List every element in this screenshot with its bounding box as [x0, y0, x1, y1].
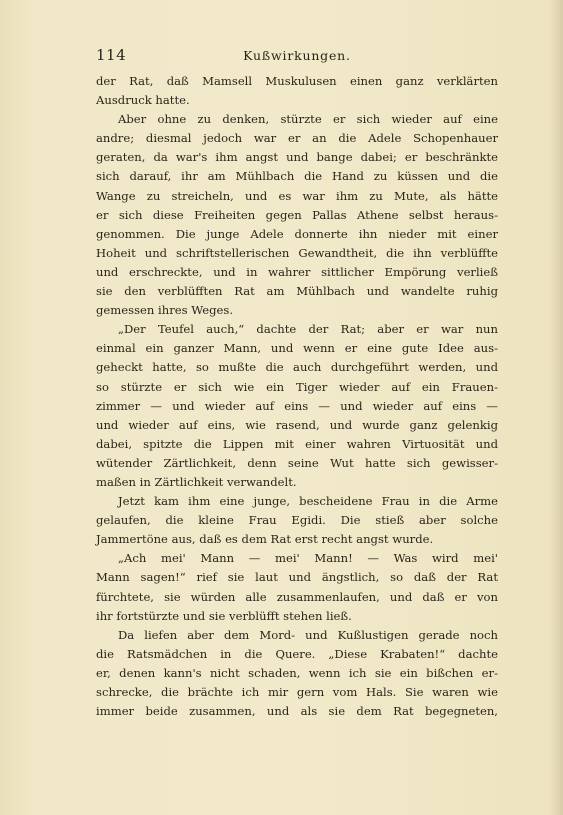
text-line: maßen in Zärtlichkeit verwandelt. — [96, 474, 297, 489]
text-line: wütender Zärtlichkeit, denn seine Wut hatte sich gewisser- — [96, 455, 498, 470]
text-line: Mann sagen!“ rief sie laut und ängstlich, so daß der Rat — [96, 570, 498, 585]
text-line: so stürzte er sich wie ein Tiger wieder auf ein Frauen- — [96, 379, 498, 394]
text-line: er, denen kann's nicht schaden, wenn ich sie ein bißchen er- — [96, 665, 498, 680]
text-line: andre; diesmal jedoch war er an die Adele Schopenhauer — [96, 131, 498, 146]
text-line: schrecke, die brächte ich mir gern vom Hals. Sie waren wie — [96, 685, 498, 699]
text-line: Jammertöne aus, daß es dem Rat erst recht angst wurde. — [96, 532, 434, 547]
text-line: „Ach mei' Mann — mei' Mann! — Was wird mei' — [118, 551, 498, 566]
text-line: Ausdruck hatte. — [96, 93, 190, 108]
text-line: die Ratsmädchen in die Quere. „Diese Krabaten!“ dachte — [96, 646, 498, 661]
text-line: immer beide zusammen, und als sie dem Rat begegneten, — [96, 704, 498, 719]
running-title: Kußwirkungen. — [243, 48, 351, 63]
text-line: sich darauf, ihr am Mühlbach die Hand zu küssen und die — [96, 169, 498, 184]
text-line: Da liefen aber dem Mord- und Kußlustigen gerade noch — [118, 627, 498, 642]
text-line: und erschreckte, und in wahrer sittlicher Empörung verließ — [96, 264, 498, 279]
text-line: der Rat, daß Mamsell Muskulusen einen ganz verklärten — [96, 74, 498, 88]
text-line: einmal ein ganzer Mann, und wenn er eine gute Idee aus- — [96, 341, 498, 356]
text-line: geraten, da war's ihm angst und bange dabei; er beschränkte — [96, 150, 498, 165]
page-number: 114 — [96, 46, 127, 64]
text-line: fürchtete, sie würden alle zusammenlaufen, und daß er von — [96, 589, 498, 604]
text-line: gemessen ihres Weges. — [96, 303, 234, 318]
page-edge-shadow — [549, 0, 563, 815]
text-line: Jetzt kam ihm eine junge, bescheidene Frau in die Arme — [118, 494, 498, 509]
text-line: genommen. Die junge Adele donnerte ihn nieder mit einer — [96, 226, 498, 241]
text-line: Aber ohne zu denken, stürzte er sich wieder auf eine — [118, 112, 498, 127]
page-header — [96, 46, 498, 68]
text-line: und wieder auf eins, wie rasend, und wurde ganz gelenkig — [96, 417, 498, 432]
text-line: geheckt hatte, so mußte die auch durchgeführt werden, und — [96, 360, 498, 375]
body-text — [96, 72, 498, 721]
text-line: sie den verblüfften Rat am Mühlbach und wandelte ruhig — [96, 284, 498, 299]
text-line: Hoheit und schriftstellerischen Gewandtheit, die ihn verblüffte — [96, 245, 498, 260]
text-line: zimmer — und wieder auf eins — und wieder auf eins — — [96, 398, 498, 413]
text-line: er sich diese Freiheiten gegen Pallas Athene selbst heraus- — [96, 207, 498, 222]
text-line: „Der Teufel auch,“ dachte der Rat; aber er war nun — [118, 322, 498, 337]
text-line: gelaufen, die kleine Frau Egidi. Die stieß aber solche — [96, 513, 498, 528]
text-line: ihr fortstürzte und sie verblüfft stehen ließ. — [96, 608, 352, 623]
text-line: Wange zu streicheln, und es war ihm zu Mute, als hätte — [96, 188, 498, 203]
text-line: dabei, spitzte die Lippen mit einer wahren Virtuosität und — [96, 436, 498, 451]
